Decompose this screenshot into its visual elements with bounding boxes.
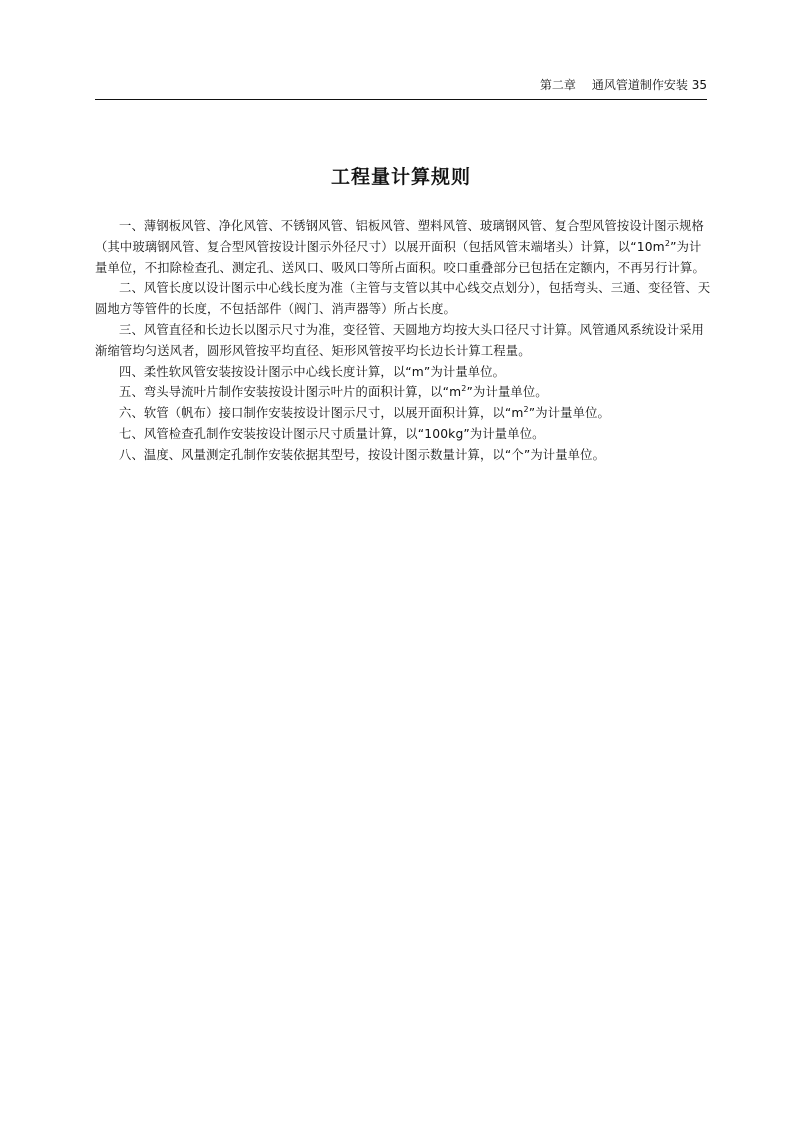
rule-paragraph-4: [95, 362, 713, 383]
superscript-exponent: 2: [664, 238, 671, 248]
rule-text-continued: ”为计量单位，不扣除检查孔、测定孔、送风口、吸风口等所占面积。咬口重叠部分已包括在定额内，不再另行计算。: [95, 239, 705, 275]
superscript-exponent: 2: [461, 384, 467, 394]
rule-text: 二、风管长度以设计图示中心线长度为准（主管与支管以其中心线交点划分），包括弯头、三通、变径管、天圆地方等管件的长度，不包括部件（阀门、消声器等）所占长度。: [95, 281, 711, 317]
rule-text: 一、薄钢板风管、净化风管、不锈钢风管、铝板风管、塑料风管、玻璃钢风管、复合型风管按设计图示规格（其中玻璃钢风管、复合型风管按设计图示外径尺寸）以展开面积（包括风管末端堵头）计算，以“10m: [95, 219, 705, 254]
page-number: 35: [691, 78, 707, 92]
superscript-exponent: 2: [523, 405, 529, 415]
rule-text-continued: ”为计量单位。: [466, 385, 548, 400]
section-title: 通风管道制作安装: [591, 78, 688, 92]
running-header: [95, 77, 707, 93]
rule-text: 三、风管直径和长边长以图示尺寸为准，变径管、天圆地方均按大头口径尺寸计算。风管通风系统设计采用渐缩管均匀送风者，圆形风管按平均直径、矩形风管按平均长边长计算工程量。: [95, 322, 705, 358]
rule-text: 四、柔性软风管安装按设计图示中心线长度计算，以“m”为计量单位。: [119, 364, 506, 379]
rule-text: 五、弯头导流叶片制作安装按设计图示叶片的面积计算，以“m: [119, 385, 462, 400]
rule-paragraph-3: [95, 320, 713, 362]
rule-text: 六、软管（帆布）接口制作安装按设计图示尺寸，以展开面积计算，以“m: [119, 406, 524, 421]
rule-text: 七、风管检查孔制作安装按设计图示尺寸质量计算，以“100kg”为计量单位。: [119, 426, 545, 441]
rule-paragraph-6: [95, 403, 713, 424]
rules-body: [95, 216, 713, 466]
rule-paragraph-8: [95, 445, 713, 466]
rule-text: 八、温度、风量测定孔制作安装依据其型号，按设计图示数量计算，以“个”为计量单位。: [119, 447, 606, 462]
page-title: 工程量计算规则: [330, 166, 471, 188]
chapter-label: 第二章: [539, 78, 576, 92]
rule-text-continued: ”为计量单位。: [528, 406, 610, 421]
rule-paragraph-2: [95, 278, 713, 320]
rule-paragraph-1: [95, 216, 713, 278]
header-rule: [95, 99, 707, 100]
rule-paragraph-5: [95, 382, 713, 403]
rule-paragraph-7: [95, 424, 713, 445]
